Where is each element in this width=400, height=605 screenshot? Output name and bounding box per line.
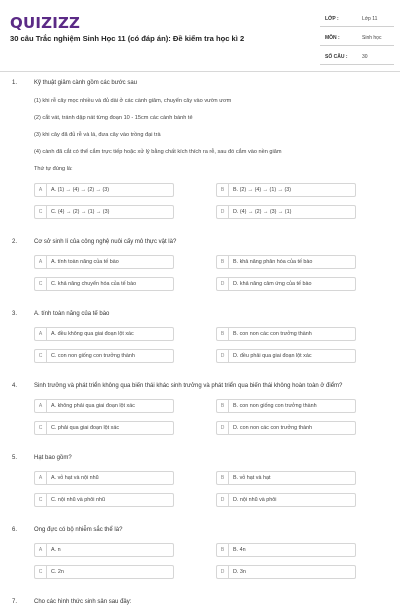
answer-option-d[interactable] bbox=[216, 421, 356, 435]
option-letter: D bbox=[217, 422, 229, 434]
answer-option-b[interactable] bbox=[216, 255, 356, 269]
option-text: A. vỏ hạt và nội nhũ bbox=[51, 475, 99, 481]
option-letter: C bbox=[35, 566, 47, 578]
meta-key: MÔN : bbox=[325, 35, 340, 41]
option-text: C. 2n bbox=[51, 569, 64, 575]
answer-option-a[interactable] bbox=[34, 183, 174, 197]
question-number: 2. bbox=[12, 239, 18, 245]
option-text: C. khả năng chuyển hóa của tế bào bbox=[51, 281, 137, 287]
option-text: A. không phải qua giai đoạn lột xác bbox=[51, 403, 135, 409]
option-letter: C bbox=[35, 350, 47, 362]
option-text: D. đều phải qua giai đoạn lột xác bbox=[233, 353, 312, 359]
option-text: C. phải qua giai đoạn lột xác bbox=[51, 425, 120, 431]
option-letter: C bbox=[35, 206, 47, 218]
option-letter: A bbox=[35, 328, 47, 340]
answer-option-b[interactable] bbox=[216, 399, 356, 413]
option-text: B. con non các con trưởng thành bbox=[233, 331, 312, 337]
option-text: D. nội nhũ và phôi bbox=[233, 497, 277, 503]
option-text: C. con non giống con trưởng thành bbox=[51, 353, 135, 359]
answer-option-d[interactable] bbox=[216, 565, 356, 579]
option-text: D. khả năng cảm ứng của tế bào bbox=[233, 281, 312, 287]
question-text: Hạt bao gồm? bbox=[34, 455, 72, 461]
answer-option-c[interactable] bbox=[34, 565, 174, 579]
question-text: Ong đực có bộ nhiễm sắc thể là? bbox=[34, 527, 123, 533]
answer-option-b[interactable] bbox=[216, 471, 356, 485]
option-text: D. (4) → (2) → (3) → (1) bbox=[233, 209, 292, 215]
option-letter: C bbox=[35, 278, 47, 290]
meta-row-count bbox=[320, 50, 394, 65]
option-letter: A bbox=[35, 400, 47, 412]
question-number: 5. bbox=[12, 455, 18, 461]
question-text: Cơ sở sinh lí của công nghệ nuôi cấy mô thực vật là? bbox=[34, 239, 177, 245]
answer-option-b[interactable] bbox=[216, 327, 356, 341]
option-text: C. nội nhũ và phôi nhũ bbox=[51, 497, 105, 503]
option-text: B. khả năng phân hóa của tế bào bbox=[233, 259, 313, 265]
meta-value: Sinh học bbox=[362, 35, 382, 41]
option-text: D. 3n bbox=[233, 569, 246, 575]
option-letter: D bbox=[217, 566, 229, 578]
option-text: A. tính toàn năng của tế bào bbox=[51, 259, 119, 265]
question-statement: (4) cành đã cắt có thể cắm trực tiếp hoặc xử lý bằng chất kích thích ra rễ, sau đó cắm vào nền giâm bbox=[34, 149, 282, 155]
question-number: 1. bbox=[12, 80, 18, 86]
question-number: 6. bbox=[12, 527, 18, 533]
option-letter: B bbox=[217, 256, 229, 268]
option-letter: B bbox=[217, 184, 229, 196]
answer-option-b[interactable] bbox=[216, 543, 356, 557]
option-letter: D bbox=[217, 278, 229, 290]
document-title: 30 câu Trắc nghiệm Sinh Học 11 (có đáp án): Đề kiểm tra học kì 2 bbox=[10, 34, 245, 43]
meta-value: 30 bbox=[362, 54, 368, 60]
option-text: D. con non các con trưởng thành bbox=[233, 425, 313, 431]
question-number: 4. bbox=[12, 383, 18, 389]
option-letter: D bbox=[217, 206, 229, 218]
answer-option-d[interactable] bbox=[216, 205, 356, 219]
option-text: A. đều không qua giai đoạn lột xác bbox=[51, 331, 134, 337]
answer-option-a[interactable] bbox=[34, 399, 174, 413]
option-letter: B bbox=[217, 400, 229, 412]
question-text: Cho các hình thức sinh sản sau đây: bbox=[34, 599, 132, 605]
quizizz-logo[interactable]: QUIZIZZ bbox=[10, 14, 81, 32]
answer-option-c[interactable] bbox=[34, 349, 174, 363]
answer-option-d[interactable] bbox=[216, 277, 356, 291]
answer-option-a[interactable] bbox=[34, 543, 174, 557]
meta-key: LỚP : bbox=[325, 16, 339, 22]
answer-option-a[interactable] bbox=[34, 471, 174, 485]
answer-option-c[interactable] bbox=[34, 421, 174, 435]
meta-key: SỐ CÂU : bbox=[325, 54, 348, 60]
option-text: B. 4n bbox=[233, 547, 246, 553]
answer-option-a[interactable] bbox=[34, 327, 174, 341]
option-text: B. vỏ hạt và hạt bbox=[233, 475, 271, 481]
option-letter: D bbox=[217, 494, 229, 506]
answer-option-d[interactable] bbox=[216, 493, 356, 507]
option-letter: B bbox=[217, 328, 229, 340]
option-text: B. con non giống con trưởng thành bbox=[233, 403, 317, 409]
answer-option-c[interactable] bbox=[34, 493, 174, 507]
question-statement: Thứ tự đúng là: bbox=[34, 166, 73, 172]
option-letter: A bbox=[35, 544, 47, 556]
question-text: Sinh trưởng và phát triển không qua biến thái khác sinh trưởng và phát triển qua biến thái không hoàn toàn ở điểm? bbox=[34, 383, 343, 389]
option-text: A. (1) → (4) → (2) → (3) bbox=[51, 187, 110, 193]
option-letter: C bbox=[35, 422, 47, 434]
question-text: Kỹ thuật giâm cành gồm các bước sau bbox=[34, 80, 138, 86]
answer-option-d[interactable] bbox=[216, 349, 356, 363]
option-letter: B bbox=[217, 544, 229, 556]
option-text: B. (2) → (4) → (1) → (3) bbox=[233, 187, 292, 193]
option-text: A. n bbox=[51, 547, 61, 553]
meta-row-subject bbox=[320, 31, 394, 46]
document-meta bbox=[320, 12, 394, 69]
question-statement: (1) khi rễ cây mọc nhiều và đủ dài ở các cành giâm, chuyển cây vào vườn ươm bbox=[34, 98, 232, 104]
question-text: A. tính toàn năng của tế bào bbox=[34, 311, 110, 317]
answer-option-a[interactable] bbox=[34, 255, 174, 269]
option-letter: C bbox=[35, 494, 47, 506]
option-letter: B bbox=[217, 472, 229, 484]
meta-value: Lớp 11 bbox=[362, 16, 378, 22]
question-number: 7. bbox=[12, 599, 18, 605]
option-text: C. (4) → (2) → (1) → (3) bbox=[51, 209, 110, 215]
question-statement: (2) cắt vát, tránh dập nát từng đoạn 10 - 15cm các cành bánh tẻ bbox=[34, 115, 193, 121]
answer-option-c[interactable] bbox=[34, 205, 174, 219]
answer-option-c[interactable] bbox=[34, 277, 174, 291]
question-number: 3. bbox=[12, 311, 18, 317]
question-statement: (3) khi cây đã đủ rễ và lá, đưa cây vào trồng đại trà bbox=[34, 132, 161, 138]
answer-option-b[interactable] bbox=[216, 183, 356, 197]
option-letter: A bbox=[35, 472, 47, 484]
meta-row-class bbox=[320, 12, 394, 27]
option-letter: D bbox=[217, 350, 229, 362]
option-letter: A bbox=[35, 256, 47, 268]
document-header bbox=[0, 0, 400, 72]
option-letter: A bbox=[35, 184, 47, 196]
